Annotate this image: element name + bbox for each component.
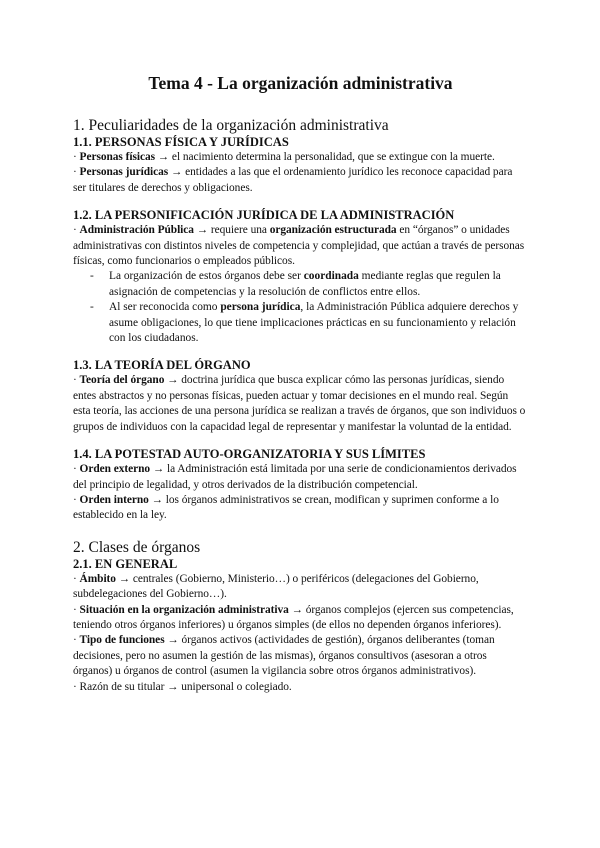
text-fragment: → órganos complejos (ejercen sus competencias, teniendo otros órganos inferiores) u órganos simples (de ellos no dependen órganos inferiores). xyxy=(73,603,514,631)
bullet: · xyxy=(73,493,80,506)
text-fragment: La organización de estos órganos debe ser xyxy=(109,270,304,283)
bullet: · xyxy=(73,603,80,616)
dash-marker: - xyxy=(90,270,94,283)
list-item xyxy=(73,269,528,300)
text-fragment: → centrales (Gobierno, Ministerio…) o periféricos (delegaciones del Gobierno, subdelegaciones del Gobierno…). xyxy=(73,572,479,601)
term-organizacion-estructurada: organización estructurada xyxy=(269,224,397,237)
paragraph-teoria-organo xyxy=(73,373,528,435)
term-tipo-funciones: Tipo de funciones xyxy=(79,634,165,647)
text-fragment: → la Administración está limitada por una serie de condicionamientos derivados del principio de legalidad, y otros derivados de la distribución competencial. xyxy=(73,463,517,491)
bullet: · xyxy=(73,166,80,179)
paragraph-tipo-funciones xyxy=(73,633,528,679)
text-fragment: → los órganos administrativos se crean, modifican y suprimen conforme a lo establecido en la ley. xyxy=(73,493,499,522)
document-page xyxy=(73,72,528,695)
section-1-2-heading: 1.2. LA PERSONIFICACIÓN JURÍDICA DE LA ADMINISTRACIÓN xyxy=(73,208,455,223)
text-fragment: en “órganos” o unidades administrativas con distintos niveles de competencia y complejidad, que actúan a través de personas físicas, como funcionarios o empleados públicos. xyxy=(73,224,525,268)
paragraph-orden-externo xyxy=(73,462,528,493)
paragraph-situacion xyxy=(73,603,528,634)
term-coordinada: coordinada xyxy=(303,270,359,283)
paragraph-personas-juridicas xyxy=(73,165,528,196)
bullet: · xyxy=(73,634,80,647)
section-1-4-heading: 1.4. LA POTESTAD AUTO-ORGANIZATORIA Y SUS LÍMITES xyxy=(73,447,426,462)
section-1-heading: 1. Peculiaridades de la organización administrativa xyxy=(73,117,389,134)
term-administracion-publica: Administración Pública → xyxy=(79,224,209,237)
term-orden-externo: Orden externo xyxy=(79,463,151,476)
term-persona-juridica: persona jurídica xyxy=(220,301,301,314)
term-orden-interno: Orden interno xyxy=(79,493,149,506)
text-fragment: requiere una xyxy=(208,224,270,237)
definition-personas-fisicas: → el nacimiento determina la personalidad, que se extingue con la muerte. xyxy=(155,151,495,163)
dash-marker: - xyxy=(90,301,94,314)
section-2-1-heading: 2.1. EN GENERAL xyxy=(73,556,178,571)
term-ambito: Ámbito xyxy=(79,572,116,585)
paragraph-orden-interno xyxy=(73,493,528,524)
text-fragment: mediante reglas que regulen la asignación de competencias y la resolución de conflictos entre ellos. xyxy=(109,270,501,298)
text-fragment: → doctrina jurídica que busca explicar cómo las personas jurídicas, siendo entes abstractos y no personas físicas, pueden actuar y tomar decisiones en el mundo real. Según esta teoría, las acciones de una persona jurídica se realizan a través de órganos, que son individuos o grupos de individuos con la capacidad legal de representar y manifestar la voluntad de la entidad. xyxy=(73,374,526,433)
text-fragment: Razón de su titular → unipersonal o colegiado. xyxy=(79,680,292,693)
paragraph-ambito xyxy=(73,572,528,603)
bullet: · xyxy=(73,224,80,237)
bullet: · xyxy=(73,680,80,693)
bullet: · xyxy=(73,463,80,476)
term-personas-juridicas: Personas jurídicas xyxy=(79,166,169,179)
dash-list xyxy=(73,269,528,346)
paragraph-administracion-publica xyxy=(73,223,528,269)
section-2-heading: 2. Clases de órganos xyxy=(73,538,201,556)
bullet: · xyxy=(73,374,80,387)
section-1-1-heading: 1.1. PERSONAS FÍSICA Y JURÍDICAS xyxy=(73,135,289,149)
term-situacion: Situación en la organización administrativa xyxy=(79,603,289,616)
list-item xyxy=(73,300,528,346)
bullet: · xyxy=(73,151,80,163)
term-teoria-organo: Teoría del órgano xyxy=(79,374,165,387)
term-personas-fisicas: Personas físicas xyxy=(79,151,155,163)
text-fragment: Al ser reconocida como xyxy=(109,301,221,314)
definition-personas-juridicas: → entidades a las que el ordenamiento jurídico les reconoce capacidad para ser titulares de derechos y obligaciones. xyxy=(73,166,513,194)
text-fragment: , la Administración Pública adquiere derechos y asume obligaciones, lo que tiene implicaciones prácticas en su funcionamiento y relación con los ciudadanos. xyxy=(109,301,519,345)
paragraph-personas-fisicas xyxy=(73,150,528,165)
text-fragment: → órganos activos (actividades de gestión), órganos deliberantes (toman decisiones, pero no asumen la gestión de las mismas), órganos consultivos (asesoran a otros órganos) u órganos de control (asumen la vigilancia sobre otros órganos administrativos). xyxy=(73,634,495,678)
document-title: Tema 4 - La organización administrativa xyxy=(148,73,453,93)
bullet: · xyxy=(73,572,80,585)
section-1-3-heading: 1.3. LA TEORÍA DEL ÓRGANO xyxy=(73,358,251,373)
paragraph-razon-titular xyxy=(73,680,528,695)
